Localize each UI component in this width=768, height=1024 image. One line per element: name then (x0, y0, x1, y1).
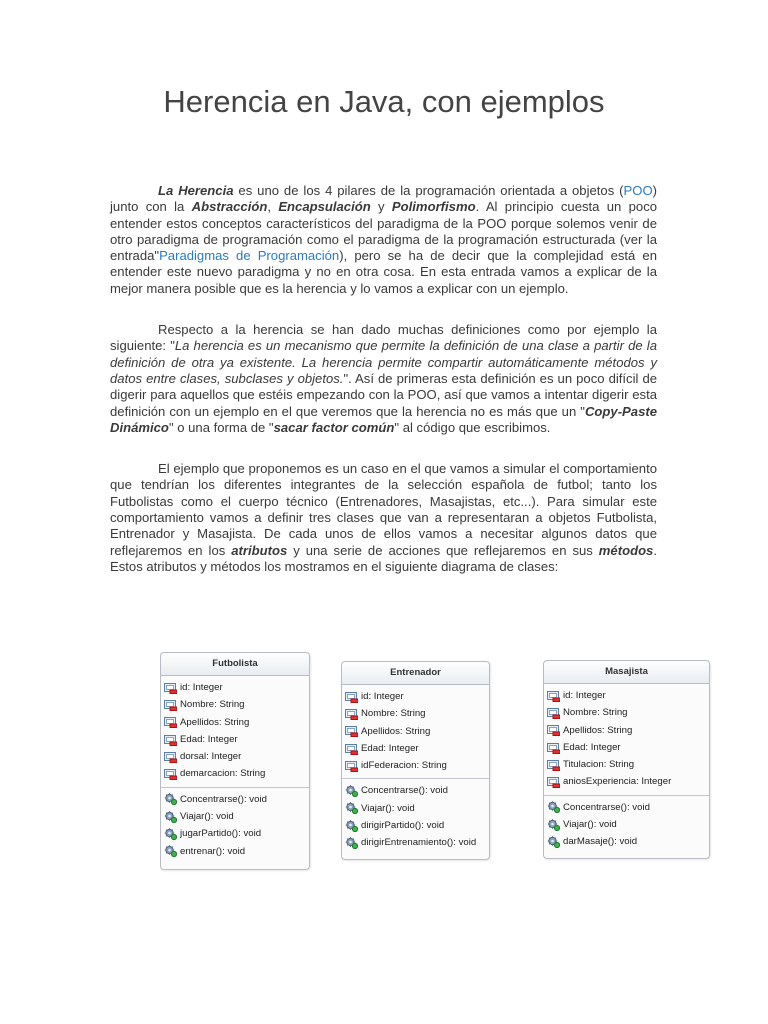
class-attribute: Nombre: String (161, 696, 309, 713)
public-method-gear-icon (164, 793, 177, 805)
uml-class-futbolista (160, 652, 310, 870)
public-method-gear-icon (547, 819, 560, 831)
class-name: Futbolista (161, 653, 309, 676)
class-name: Entrenador (342, 662, 489, 685)
private-field-icon (164, 716, 177, 728)
term-atributos: atributos (231, 542, 288, 558)
methods-section (544, 795, 709, 855)
private-field-icon (547, 724, 560, 736)
class-attribute: id: Integer (342, 688, 489, 705)
public-method-gear-icon (345, 802, 358, 814)
public-method-gear-icon (164, 828, 177, 840)
private-field-icon (547, 690, 560, 702)
class-method: dirigirEntrenamiento(): void (342, 834, 489, 851)
paragraph-3: El ejemplo que proponemos es un caso en el que vamos a simular el comportamiento que tendrían los diferentes integrantes de la selección española de futbol; tanto los Futbolistas como el cuerpo técnico (Entrenadores, Masajistas, etc...). Para simular este comportamiento vamos a definir tres clases que van a representaran a objetos Futbolista, Entrenador y Masajista. De cada unos de ellos vamos a necesitar algunos datos que reflejaremos en los atributos y una serie de acciones que reflejaremos en sus métodos. Estos atributos y métodos los mostramos en el siguiente diagrama de clases: (110, 461, 657, 574)
public-method-gear-icon (164, 845, 177, 857)
private-field-icon (345, 760, 358, 772)
private-field-icon (345, 708, 358, 720)
class-attribute: Nombre: String (544, 704, 709, 721)
term-factor-comun: sacar factor común (273, 419, 395, 435)
link-poo[interactable]: POO (623, 183, 653, 198)
class-name: Masajista (544, 661, 709, 684)
private-field-icon (164, 734, 177, 746)
class-attribute: dorsal: Integer (161, 748, 309, 765)
public-method-gear-icon (164, 811, 177, 823)
term-polimorfismo: Polimorfismo (391, 199, 476, 215)
class-attribute: Apellidos: String (342, 723, 489, 740)
class-method: Viajar(): void (342, 800, 489, 817)
private-field-icon (345, 743, 358, 755)
private-field-icon (547, 707, 560, 719)
methods-section (161, 787, 309, 864)
public-method-gear-icon (345, 820, 358, 832)
class-attribute: demarcacion: String (161, 765, 309, 782)
class-attribute: id: Integer (161, 679, 309, 696)
private-field-icon (164, 751, 177, 763)
class-method: entrenar(): void (161, 843, 309, 860)
term-copy-paste: Copy-Paste Dinámico (110, 403, 657, 435)
class-method: Viajar(): void (544, 816, 709, 833)
term-herencia: La Herencia (158, 183, 234, 198)
private-field-icon (547, 776, 560, 788)
term-metodos: métodos (598, 542, 654, 558)
class-method: Concentrarse(): void (544, 799, 709, 816)
class-attribute: idFederacion: String (342, 757, 489, 774)
methods-section (342, 778, 489, 855)
attributes-section (342, 685, 489, 778)
term-abstraccion: Abstracción (191, 199, 268, 215)
class-attribute: Apellidos: String (544, 722, 709, 739)
paragraph-1: La Herencia es uno de los 4 pilares de la programación orientada a objetos (POO) junto con la Abstracción, Encapsulación y Polimorfismo. Al principio cuesta un poco entender estos conceptos característicos del paradigma de la POO porque solemos venir de otro paradigma de programación como el paradigma de la programación estructurada (ver la entrada"Paradigmas de Programación), pero se ha de decir que la complejidad está en entender este nuevo paradigma y no en otra cosa. En esta entrada vamos a explicar de la mejor manera posible que es la herencia y lo vamos a explicar con un ejemplo. (110, 183, 658, 296)
class-attribute: Edad: Integer (544, 739, 709, 756)
class-attribute: Edad: Integer (161, 731, 309, 748)
uml-class-masajista (543, 660, 710, 859)
attributes-section (161, 676, 309, 787)
class-attribute: aniosExperiencia: Integer (544, 773, 709, 790)
term-encapsulacion: Encapsulación (278, 199, 371, 215)
private-field-icon (547, 742, 560, 754)
private-field-icon (164, 768, 177, 780)
private-field-icon (547, 759, 560, 771)
private-field-icon (345, 725, 358, 737)
class-attribute: Titulacion: String (544, 756, 709, 773)
class-method: Concentrarse(): void (342, 782, 489, 799)
class-attribute: Apellidos: String (161, 714, 309, 731)
public-method-gear-icon (345, 785, 358, 797)
public-method-gear-icon (547, 801, 560, 813)
definition-quote: La herencia es un mecanismo que permite la definición de una clase a partir de la definición de otra ya existente. La herencia permite compartir automáticamente métodos y datos entre clases, subclases y objetos. (110, 338, 657, 386)
link-paradigmas[interactable]: Paradigmas de Programación (159, 248, 340, 264)
private-field-icon (345, 691, 358, 703)
private-field-icon (164, 682, 177, 694)
class-method: Concentrarse(): void (161, 791, 309, 808)
class-attribute: id: Integer (544, 687, 709, 704)
page-title: Herencia en Java, con ejemplos (163, 84, 605, 119)
class-attribute: Edad: Integer (342, 740, 489, 757)
article-body (110, 183, 657, 600)
class-method: Viajar(): void (161, 808, 309, 825)
attributes-section (544, 684, 709, 795)
class-method: jugarPartido(): void (161, 825, 309, 842)
class-method: darMasaje(): void (544, 833, 709, 850)
paragraph-2: Respecto a la herencia se han dado muchas definiciones como por ejemplo la siguiente: "La herencia es un mecanismo que permite la definición de una clase a partir de la definición de otra ya existente. La herencia permite compartir automáticamente métodos y datos entre clases, subclases y objetos.". Así de primeras esta definición es un poco difícil de digerir para aquellos que estéis empezando con la POO, así que vamos a intentar digerir esta definición con un ejemplo en el que veremos que la herencia no es más que un "Copy-Paste Dinámico" o una forma de "sacar factor común" al código que escribimos. (110, 322, 658, 435)
class-method: dirigirPartido(): void (342, 817, 489, 834)
public-method-gear-icon (345, 837, 358, 849)
class-attribute: Nombre: String (342, 705, 489, 722)
uml-class-entrenador (341, 661, 490, 860)
private-field-icon (164, 699, 177, 711)
public-method-gear-icon (547, 836, 560, 848)
